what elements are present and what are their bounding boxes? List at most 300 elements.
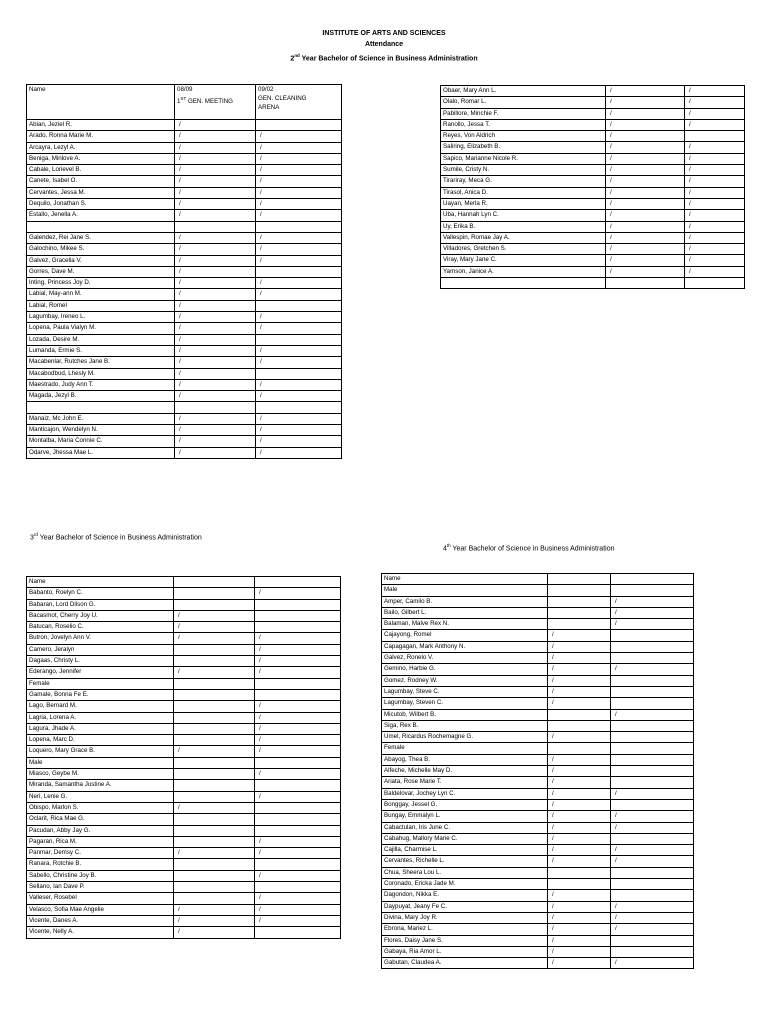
attendance-mark-1 bbox=[548, 596, 611, 607]
table-row bbox=[27, 176, 342, 187]
student-name-cell: Reyes, Von Aldrich bbox=[441, 131, 606, 142]
attendance-mark-2 bbox=[255, 882, 341, 893]
student-name-cell: Canete, Isabel O. bbox=[27, 176, 175, 187]
student-name-cell: Manticajon, Wendelyn N. bbox=[27, 425, 175, 436]
table-row bbox=[27, 402, 342, 413]
attendance-mark-2: / bbox=[256, 289, 342, 300]
attendance-mark-2: / bbox=[685, 142, 745, 153]
attendance-mark-2 bbox=[256, 221, 342, 232]
student-name-cell: Inting, Princess Joy D. bbox=[27, 278, 175, 289]
attendance-mark-2 bbox=[256, 266, 342, 277]
table-row bbox=[382, 630, 694, 641]
cleaning-date: 09/02 bbox=[258, 86, 274, 93]
student-name-cell: Ederango, Jennifer bbox=[27, 667, 174, 678]
attendance-mark-2 bbox=[256, 334, 342, 345]
attendance-mark-1: / bbox=[548, 653, 611, 664]
student-name-cell: Lagumbay, Steve C. bbox=[382, 686, 548, 697]
student-name-cell: Name bbox=[382, 574, 548, 585]
attendance-mark-2 bbox=[255, 678, 341, 689]
attendance-mark-2 bbox=[611, 574, 694, 585]
table-row bbox=[27, 825, 341, 836]
attendance-mark-1: / bbox=[548, 845, 611, 856]
year4-suffix: th bbox=[446, 543, 451, 548]
student-name-cell: Abayog, Thea B. bbox=[382, 754, 548, 765]
student-name-cell: Bungay, Emmalyn L. bbox=[382, 811, 548, 822]
attendance-mark-1 bbox=[548, 585, 611, 596]
student-name-cell: Obaer, Mary Ann L. bbox=[441, 86, 606, 97]
table-row bbox=[441, 108, 745, 119]
attendance-mark-1 bbox=[174, 644, 255, 655]
attendance-mark-1: / bbox=[175, 436, 256, 447]
attendance-mark-2: / bbox=[255, 915, 341, 926]
attendance-mark-1: / bbox=[548, 675, 611, 686]
attendance-mark-2: / bbox=[256, 312, 342, 323]
table-row bbox=[382, 890, 694, 901]
attendance-mark-2 bbox=[611, 879, 694, 890]
student-name-cell: Galendez, Rei Jane S. bbox=[27, 232, 175, 243]
year3-suffix: rd bbox=[33, 532, 38, 537]
attendance-mark-2: / bbox=[256, 357, 342, 368]
student-name-cell: Valleser, Rosebel bbox=[27, 893, 174, 904]
table-row bbox=[27, 278, 342, 289]
table-row bbox=[382, 901, 694, 912]
attendance-mark-2: / bbox=[256, 323, 342, 334]
attendance-mark-2 bbox=[611, 675, 694, 686]
student-name-cell: Montalba, Maria Connie C. bbox=[27, 436, 175, 447]
table-row bbox=[27, 266, 342, 277]
attendance-mark-2 bbox=[611, 754, 694, 765]
attendance-mark-1: / bbox=[548, 811, 611, 822]
attendance-mark-1: / bbox=[548, 833, 611, 844]
attendance-mark-1: / bbox=[606, 176, 685, 187]
table-row bbox=[27, 153, 342, 164]
student-name-cell bbox=[27, 402, 175, 413]
student-name-cell: Cabactulan, Iris June C. bbox=[382, 822, 548, 833]
attendance-mark-1 bbox=[174, 577, 255, 588]
attendance-mark-2: / bbox=[685, 210, 745, 221]
student-name-cell: Abian, Jeziel R. bbox=[27, 120, 175, 131]
attendance-mark-2: / bbox=[255, 633, 341, 644]
attendance-mark-1: / bbox=[548, 777, 611, 788]
attendance-mark-2 bbox=[685, 278, 745, 289]
student-name-cell: Pabillore, Minchie F. bbox=[441, 108, 606, 119]
attendance-mark-1: / bbox=[606, 255, 685, 266]
table-row bbox=[382, 856, 694, 867]
table-row bbox=[441, 119, 745, 130]
attendance-mark-2 bbox=[611, 585, 694, 596]
table-row bbox=[27, 769, 341, 780]
attendance-mark-2: / bbox=[256, 244, 342, 255]
attendance-mark-2: / bbox=[611, 607, 694, 618]
table-row bbox=[441, 187, 745, 198]
table-row bbox=[382, 912, 694, 923]
attendance-mark-1: / bbox=[175, 300, 256, 311]
attendance-mark-1: / bbox=[174, 622, 255, 633]
attendance-mark-2: / bbox=[255, 588, 341, 599]
attendance-mark-1: / bbox=[175, 368, 256, 379]
student-name-cell: Beniga, Minlove A. bbox=[27, 153, 175, 164]
student-name-cell: Cajayong, Romel bbox=[382, 630, 548, 641]
student-name-cell: Labial, Romel bbox=[27, 300, 175, 311]
attendance-mark-1: / bbox=[174, 848, 255, 859]
student-name-cell: Chua, Sheera Lou L. bbox=[382, 867, 548, 878]
attendance-mark-1 bbox=[174, 599, 255, 610]
table-row bbox=[382, 958, 694, 969]
attendance-mark-2: / bbox=[611, 901, 694, 912]
attendance-mark-1: / bbox=[548, 958, 611, 969]
student-name-cell: Uayan, Merla R. bbox=[441, 198, 606, 209]
table-row bbox=[27, 368, 342, 379]
table-row bbox=[27, 836, 341, 847]
attendance-mark-2: / bbox=[611, 924, 694, 935]
student-name-cell: Alfeche, Michelle May D. bbox=[382, 766, 548, 777]
attendance-mark-1: / bbox=[548, 732, 611, 743]
attendance-mark-1 bbox=[174, 780, 255, 791]
attendance-mark-2: / bbox=[256, 187, 342, 198]
cleaning-place: ARENA bbox=[258, 104, 280, 111]
attendance-mark-2 bbox=[255, 780, 341, 791]
attendance-mark-1: / bbox=[175, 312, 256, 323]
attendance-mark-2 bbox=[255, 599, 341, 610]
table-row bbox=[27, 656, 341, 667]
year4-attendance-table bbox=[381, 573, 694, 969]
attendance-mark-2: / bbox=[255, 848, 341, 859]
attendance-mark-2: / bbox=[685, 86, 745, 97]
table-row bbox=[27, 577, 341, 588]
attendance-mark-1: / bbox=[606, 165, 685, 176]
student-name-cell: Daypuyat, Jeany Fe C. bbox=[382, 901, 548, 912]
attendance-mark-1 bbox=[174, 678, 255, 689]
student-name-cell: Dagondon, Nikka E. bbox=[382, 890, 548, 901]
attendance-mark-2 bbox=[685, 131, 745, 142]
student-name-cell: Arcayra, Lezyl A. bbox=[27, 142, 175, 153]
table-row bbox=[27, 746, 341, 757]
attendance-mark-2 bbox=[255, 757, 341, 768]
table-row bbox=[27, 187, 342, 198]
student-name-cell: Cervantes, Richelle L. bbox=[382, 856, 548, 867]
student-name-cell: Lagumbay, Ireneo L. bbox=[27, 312, 175, 323]
student-name-cell: Bonggay, Jessel G. bbox=[382, 799, 548, 810]
student-name-cell: Arado, Ronna Marie M. bbox=[27, 131, 175, 142]
table-row bbox=[27, 701, 341, 712]
attendance-mark-2: / bbox=[256, 413, 342, 424]
table-row bbox=[382, 946, 694, 957]
table-row bbox=[382, 833, 694, 844]
student-name-cell: Uba, Hannah Lyn C. bbox=[441, 210, 606, 221]
attendance-mark-2: / bbox=[685, 266, 745, 277]
attendance-mark-1: / bbox=[606, 108, 685, 119]
table-row bbox=[382, 675, 694, 686]
attendance-mark-2 bbox=[256, 120, 342, 131]
attendance-mark-1: / bbox=[174, 927, 255, 938]
attendance-mark-1 bbox=[175, 402, 256, 413]
attendance-mark-2: / bbox=[256, 278, 342, 289]
attendance-mark-1: / bbox=[175, 447, 256, 458]
student-name-cell: Flores, Daisy Jane S. bbox=[382, 935, 548, 946]
student-name-cell: Lumanda, Ermie S. bbox=[27, 345, 175, 356]
year4-num: 4 bbox=[443, 545, 447, 553]
student-name-cell: Capagagan, Mark Anthony N. bbox=[382, 641, 548, 652]
attendance-mark-1 bbox=[174, 893, 255, 904]
attendance-mark-1 bbox=[548, 743, 611, 754]
table-row bbox=[27, 357, 342, 368]
attendance-mark-2: / bbox=[256, 232, 342, 243]
attendance-mark-1: / bbox=[548, 766, 611, 777]
student-name-cell: Sapico, Marianne Nicole R. bbox=[441, 153, 606, 164]
attendance-mark-2: / bbox=[256, 255, 342, 266]
student-name-cell: Magada, Jezyl B. bbox=[27, 391, 175, 402]
attendance-mark-2: / bbox=[685, 153, 745, 164]
attendance-mark-1: / bbox=[548, 630, 611, 641]
table-row bbox=[27, 244, 342, 255]
attendance-mark-2: / bbox=[685, 108, 745, 119]
attendance-mark-1: / bbox=[174, 746, 255, 757]
attendance-mark-2 bbox=[256, 368, 342, 379]
table-row bbox=[27, 599, 341, 610]
attendance-mark-1: / bbox=[175, 153, 256, 164]
meeting-date: 08/09 bbox=[177, 86, 193, 93]
attendance-mark-2: / bbox=[256, 345, 342, 356]
attendance-mark-2 bbox=[611, 641, 694, 652]
student-name-cell: Miasco, Geybe M. bbox=[27, 769, 174, 780]
attendance-mark-2: / bbox=[256, 425, 342, 436]
attendance-mark-1: / bbox=[175, 379, 256, 390]
student-name-cell: Galochino, Mikee S. bbox=[27, 244, 175, 255]
table-row bbox=[382, 799, 694, 810]
attendance-mark-2 bbox=[611, 766, 694, 777]
student-name-cell: Gorres, Dave M. bbox=[27, 266, 175, 277]
attendance-mark-2: / bbox=[685, 255, 745, 266]
student-name-cell: Sumile, Cristy N. bbox=[441, 165, 606, 176]
attendance-mark-2 bbox=[611, 946, 694, 957]
attendance-mark-1 bbox=[174, 757, 255, 768]
student-name-cell: Lago, Bernard M. bbox=[27, 701, 174, 712]
attendance-mark-2: / bbox=[611, 709, 694, 720]
attendance-mark-1 bbox=[174, 836, 255, 847]
student-name-cell: Dagaas, Christy L. bbox=[27, 656, 174, 667]
year2-heading bbox=[0, 50, 768, 64]
student-name-cell: Saliring, Elizabeth B. bbox=[441, 142, 606, 153]
attendance-mark-1: / bbox=[175, 120, 256, 131]
attendance-mark-2: / bbox=[256, 142, 342, 153]
table-row bbox=[27, 142, 342, 153]
attendance-mark-2 bbox=[611, 653, 694, 664]
student-name-cell: Bacasmot, Cherry Joy U. bbox=[27, 610, 174, 621]
attendance-mark-2 bbox=[611, 890, 694, 901]
attendance-mark-1: / bbox=[174, 633, 255, 644]
table-row bbox=[27, 232, 342, 243]
attendance-mark-2: / bbox=[255, 870, 341, 881]
table-row bbox=[382, 585, 694, 596]
table-row bbox=[27, 221, 342, 232]
table-row bbox=[27, 893, 341, 904]
attendance-mark-2: / bbox=[256, 165, 342, 176]
table-row bbox=[382, 732, 694, 743]
attendance-mark-2 bbox=[255, 859, 341, 870]
year2-suffix: nd bbox=[294, 53, 300, 58]
attendance-mark-1: / bbox=[175, 413, 256, 424]
table-row bbox=[382, 845, 694, 856]
year2-attendance-table-right bbox=[440, 85, 745, 289]
student-name-cell: Lagura, Jhade A. bbox=[27, 723, 174, 734]
student-name-cell: Estallo, Jenella A. bbox=[27, 210, 175, 221]
student-name-cell: Velasco, Sofia Mae Angelie bbox=[27, 904, 174, 915]
attendance-mark-2: / bbox=[685, 232, 745, 243]
attendance-mark-2: / bbox=[611, 664, 694, 675]
attendance-mark-1 bbox=[548, 607, 611, 618]
table-row bbox=[27, 199, 342, 210]
year3-attendance-table bbox=[26, 576, 341, 939]
table-row bbox=[27, 334, 342, 345]
student-name-cell: Loquero, Mary Grace B. bbox=[27, 746, 174, 757]
attendance-mark-2: / bbox=[255, 701, 341, 712]
table-row bbox=[441, 165, 745, 176]
attendance-mark-2 bbox=[255, 825, 341, 836]
table-row bbox=[441, 266, 745, 277]
student-name-cell: Lozada, Desire M. bbox=[27, 334, 175, 345]
attendance-mark-1: / bbox=[175, 391, 256, 402]
attendance-mark-2: / bbox=[685, 97, 745, 108]
attendance-mark-2: / bbox=[611, 856, 694, 867]
attendance-mark-2 bbox=[255, 622, 341, 633]
student-name-cell: Galvez, Gracella V. bbox=[27, 255, 175, 266]
student-name-cell: Gamale, Bonna Fe E. bbox=[27, 689, 174, 700]
table-row bbox=[27, 588, 341, 599]
table-row bbox=[441, 244, 745, 255]
attendance-mark-2: / bbox=[256, 391, 342, 402]
student-name-cell: Lagria, Lorena A. bbox=[27, 712, 174, 723]
table-row bbox=[27, 345, 342, 356]
attendance-mark-1: / bbox=[606, 266, 685, 277]
student-name-cell: Bailo, Gilbert L. bbox=[382, 607, 548, 618]
table-row bbox=[441, 176, 745, 187]
attendance-mark-1: / bbox=[175, 425, 256, 436]
student-name-cell: Lagumbay, Steven C. bbox=[382, 698, 548, 709]
student-name-cell: Umel, Ricardus Rochemagne G. bbox=[382, 732, 548, 743]
student-name-cell: Siga, Rex B. bbox=[382, 720, 548, 731]
attendance-mark-2: / bbox=[256, 199, 342, 210]
table-row bbox=[382, 822, 694, 833]
table-row bbox=[441, 153, 745, 164]
table-row bbox=[27, 289, 342, 300]
attendance-mark-2: / bbox=[255, 746, 341, 757]
attendance-mark-2 bbox=[256, 402, 342, 413]
attendance-mark-2: / bbox=[685, 244, 745, 255]
student-name-cell: Galvez, Ronelo V. bbox=[382, 653, 548, 664]
student-name-cell: Cabale, Lorievel B. bbox=[27, 165, 175, 176]
col-header-cleaning bbox=[256, 85, 342, 120]
student-name-cell: Miranda, Samantha Justine A. bbox=[27, 780, 174, 791]
table-row bbox=[27, 859, 341, 870]
student-name-cell: Macabodbod, Lhesly M. bbox=[27, 368, 175, 379]
attendance-mark-1 bbox=[174, 882, 255, 893]
attendance-mark-1: / bbox=[548, 754, 611, 765]
attendance-mark-1: / bbox=[175, 131, 256, 142]
attendance-mark-1: / bbox=[175, 142, 256, 153]
student-name-cell: Dequilo, Jonathan S. bbox=[27, 199, 175, 210]
attendance-mark-2 bbox=[611, 720, 694, 731]
student-name-cell: Female bbox=[382, 743, 548, 754]
attendance-mark-2 bbox=[255, 577, 341, 588]
student-name-cell: Batucan, Roselio C. bbox=[27, 622, 174, 633]
student-name-cell: Cabahug, Mallory Marie C. bbox=[382, 833, 548, 844]
attendance-mark-1: / bbox=[548, 698, 611, 709]
student-name-cell: Macabenlar, Rutches Jane B. bbox=[27, 357, 175, 368]
table-row bbox=[441, 278, 745, 289]
attendance-mark-1: / bbox=[548, 935, 611, 946]
student-name-cell: Camero, Jeralyn bbox=[27, 644, 174, 655]
attendance-mark-2: / bbox=[256, 210, 342, 221]
student-name-cell: Olalo, Romar L. bbox=[441, 97, 606, 108]
attendance-mark-2: / bbox=[611, 596, 694, 607]
student-name-cell: Micutob, Wilbert B. bbox=[382, 709, 548, 720]
attendance-mark-2 bbox=[611, 732, 694, 743]
attendance-mark-2 bbox=[611, 799, 694, 810]
attendance-mark-1 bbox=[174, 791, 255, 802]
student-name-cell: Sabello, Christine Joy B. bbox=[27, 870, 174, 881]
attendance-mark-2: / bbox=[685, 187, 745, 198]
attendance-mark-1 bbox=[174, 701, 255, 712]
cleaning-label: GEN. CLEANING bbox=[258, 95, 307, 102]
attendance-mark-1: / bbox=[175, 266, 256, 277]
attendance-mark-1: / bbox=[175, 255, 256, 266]
attendance-mark-1: / bbox=[175, 176, 256, 187]
attendance-mark-1 bbox=[548, 720, 611, 731]
table-row bbox=[382, 788, 694, 799]
student-name-cell: Ranara, Rotchie B. bbox=[27, 859, 174, 870]
attendance-mark-1: / bbox=[606, 198, 685, 209]
attendance-mark-2: / bbox=[255, 791, 341, 802]
attendance-mark-2: / bbox=[611, 958, 694, 969]
attendance-mark-1: / bbox=[606, 86, 685, 97]
attendance-mark-2: / bbox=[255, 735, 341, 746]
attendance-mark-1: / bbox=[606, 244, 685, 255]
attendance-mark-2: / bbox=[256, 436, 342, 447]
attendance-mark-1: / bbox=[175, 210, 256, 221]
student-name-cell: Babaran, Lord Dilson G. bbox=[27, 599, 174, 610]
table-row bbox=[27, 255, 342, 266]
attendance-mark-1 bbox=[174, 689, 255, 700]
attendance-mark-2 bbox=[255, 802, 341, 813]
table-row bbox=[27, 712, 341, 723]
student-name-cell: Name bbox=[27, 577, 174, 588]
attendance-mark-2 bbox=[255, 610, 341, 621]
attendance-mark-2: / bbox=[255, 667, 341, 678]
attendance-mark-1: / bbox=[548, 799, 611, 810]
attendance-mark-2 bbox=[255, 927, 341, 938]
attendance-mark-1: / bbox=[606, 97, 685, 108]
table-row bbox=[382, 709, 694, 720]
table-row bbox=[27, 870, 341, 881]
attendance-mark-1 bbox=[174, 870, 255, 881]
student-name-cell: Manaiz, Mc John E. bbox=[27, 413, 175, 424]
table-row bbox=[441, 86, 745, 97]
table-row bbox=[382, 766, 694, 777]
attendance-mark-1 bbox=[174, 588, 255, 599]
attendance-mark-1: / bbox=[606, 221, 685, 232]
table-row bbox=[27, 723, 341, 734]
table-row bbox=[382, 777, 694, 788]
attendance-mark-1: / bbox=[548, 890, 611, 901]
table-row bbox=[27, 425, 342, 436]
table-row bbox=[27, 391, 342, 402]
attendance-mark-2: / bbox=[256, 131, 342, 142]
meeting-num: 1 bbox=[177, 98, 181, 106]
student-name-cell: Vallespin, Romae Jay A. bbox=[441, 232, 606, 243]
document-title: Attendance bbox=[364, 41, 404, 48]
col-header-meeting bbox=[175, 85, 256, 120]
student-name-cell: Baldelovar, Jochey Lyn C. bbox=[382, 788, 548, 799]
